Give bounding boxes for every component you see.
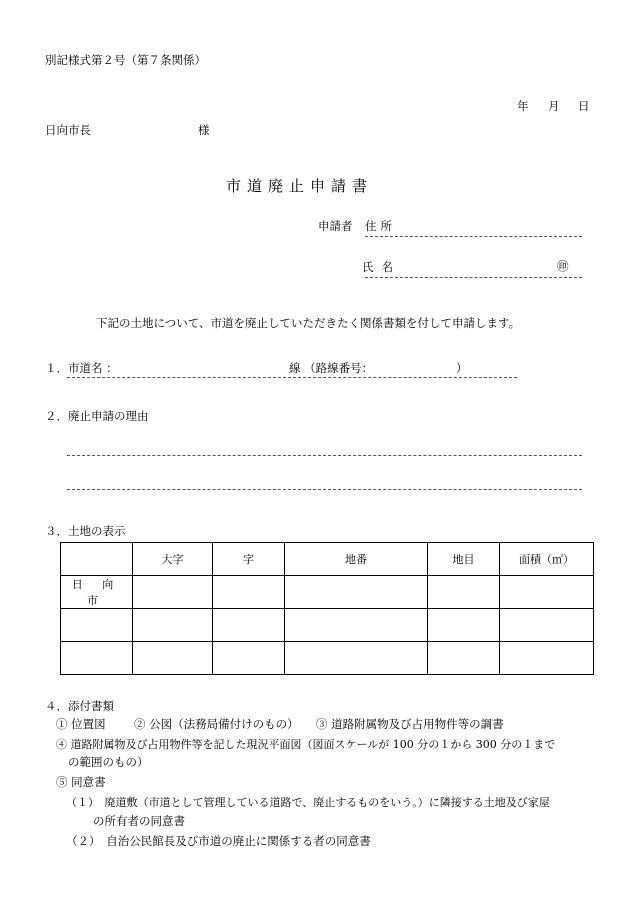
section4-label: ４．添付書類 [45,699,114,713]
table-header-cell: 字 [213,543,285,576]
date-year: 年 [517,99,529,113]
consent-sub-1-line1: （１） 廃道敷（市道として管理している道路で、廃止するものをいう。）に隣接する土地及び家屋 [66,796,550,809]
table-header-cell [61,543,133,576]
table-cell[interactable] [61,609,133,642]
route-number-close: ） [456,361,468,375]
table-cell[interactable] [500,642,594,675]
table-cell: 日 向 市 [61,576,133,609]
table-cell[interactable] [428,642,500,675]
table-cell[interactable] [285,642,428,675]
table-header-cell: 大字 [133,543,213,576]
table-header-row [61,543,594,576]
road-name-field[interactable] [67,377,517,378]
land-table [60,542,594,675]
table-cell[interactable] [428,609,500,642]
attachment-item-4-line2: の範囲のもの） [68,755,149,769]
attachment-item-3: ③ 道路附属物及び占用物件等の調書 [316,717,504,731]
table-cell[interactable] [61,642,133,675]
form-label: 別記様式第２号（第７条関係） [45,53,206,67]
reason-field-line2[interactable] [67,489,582,490]
table-cell[interactable] [133,609,213,642]
date-month: 月 [548,99,560,113]
route-number-label: 線 （路線番号： [289,361,374,375]
seal-mark: ㊞ [557,259,569,273]
table-cell[interactable] [500,576,594,609]
table-cell[interactable] [500,609,594,642]
section1-label: １．市道名 ： [45,361,118,375]
table-cell[interactable] [285,609,428,642]
table-cell[interactable] [213,576,285,609]
addressee-mayor: 日向市長 [45,123,91,137]
attachment-item-4-line1: ④ 道路附属物及び占用物件等を記した現況平面図（図面スケールが 100 分の１から 300 分の１まで [56,738,556,751]
attachment-item-1: ① 位置図 [56,717,106,731]
table-cell[interactable] [133,642,213,675]
table-header-cell: 地番 [285,543,428,576]
section3-label: ３．土地の表示 [45,524,126,538]
table-row [61,609,594,642]
attachment-item-2: ② 公図（法務局備付けのもの） [134,717,299,731]
table-cell[interactable] [213,642,285,675]
intro-text: 下記の土地について、市道を廃止していただきたく関係書類を付して申請します。 [96,316,521,330]
table-header-cell: 地目 [428,543,500,576]
addressee-honorific: 様 [198,123,210,137]
table-row [61,642,594,675]
attachment-item-5: ⑤ 同意書 [56,775,106,789]
table-cell[interactable] [133,576,213,609]
section2-label: ２．廃止申請の理由 [45,409,149,423]
table-cell[interactable] [285,576,428,609]
consent-sub-2: （２） 自治公民館長及び市道の廃止に関係する者の同意書 [66,834,371,848]
table-header-cell: 面積（㎡） [500,543,594,576]
document-title: 市道廃止申請書 [226,177,374,195]
address-field[interactable] [365,236,582,237]
table-cell[interactable] [213,609,285,642]
consent-sub-1-line2: の所有者の同意書 [93,814,185,828]
table-cell[interactable] [428,576,500,609]
address-label: 住所 [365,219,396,233]
table-row [61,576,594,609]
name-label: 氏名 [362,260,401,274]
date-day: 日 [578,99,590,113]
name-field[interactable] [365,277,582,278]
reason-field-line1[interactable] [67,455,582,456]
applicant-label: 申請者 [318,219,353,233]
